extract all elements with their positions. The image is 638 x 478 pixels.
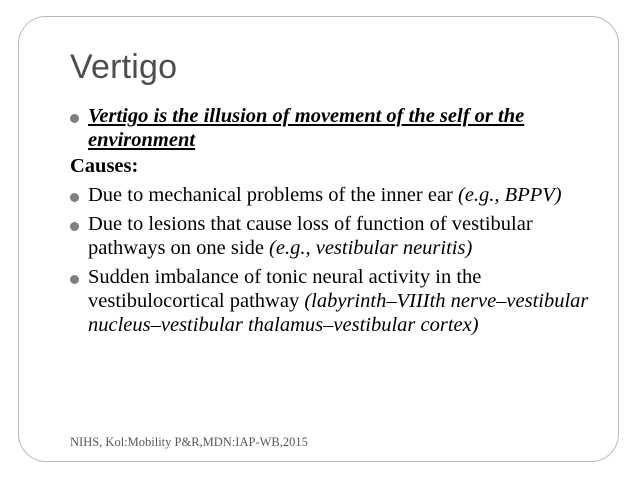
cause-example: (labyrinth–VIIIth nerve–vestibular nucleus–vestibular thalamus–vestibular cortex): [88, 290, 589, 336]
bullet-icon: [70, 222, 79, 231]
cause-item: [70, 212, 600, 260]
cause-text: Due to mechanical problems of the inner ear: [88, 184, 458, 206]
cause-text: Due to lesions that cause loss of function of vestibular pathways on one side: [88, 213, 533, 259]
bullet-icon: [70, 275, 79, 284]
causes-heading: Causes:: [70, 155, 139, 177]
slide-content: [70, 104, 600, 337]
cause-item: [70, 183, 600, 207]
cause-text: Sudden imbalance of tonic neural activity in the vestibulocortical pathway: [88, 266, 482, 312]
bullet-icon: [70, 193, 79, 202]
cause-item: [70, 265, 600, 337]
slide-footer: NIHS, Kol:Mobility P&R,MDN:IAP-WB,2015: [70, 435, 308, 449]
slide-title: Vertigo: [70, 48, 178, 86]
cause-example: (e.g., vestibular neuritis): [269, 237, 473, 259]
definition-text: Vertigo is the illusion of movement of the self or the environment: [88, 105, 525, 151]
definition-item: [70, 104, 600, 152]
cause-example: (e.g., BPPV): [458, 184, 562, 206]
bullet-icon: [70, 114, 79, 123]
